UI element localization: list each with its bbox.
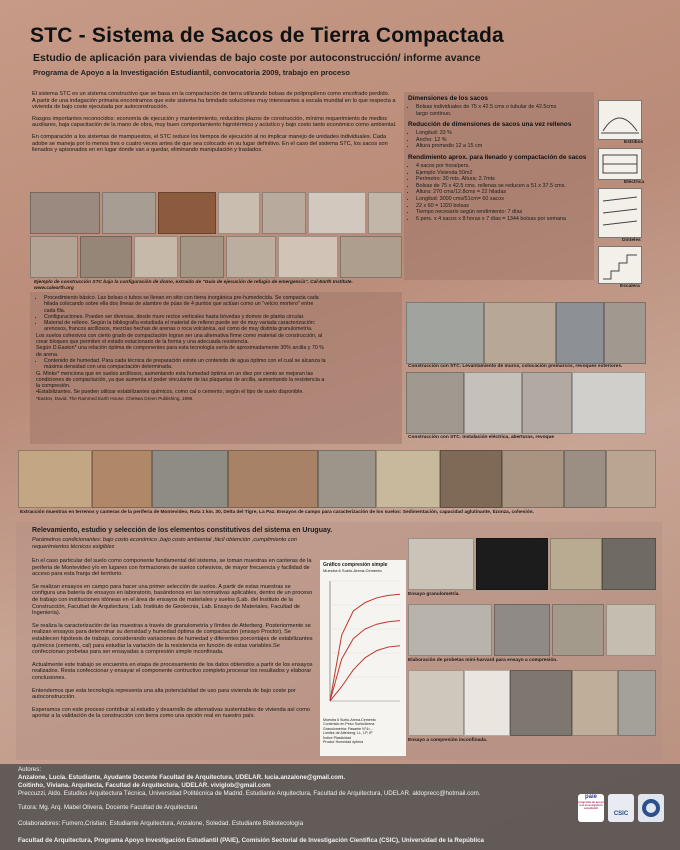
procedure-p4: •Estabilizantes. Se pueden utilizar estabilizantes químicos, como cal o cemento, según el tipo de suelo disponible. bbox=[36, 389, 304, 396]
yield-item: • 6 pers. x 4 sacos x 8 horas x 7 días = 1344 bolsas por semana bbox=[416, 216, 592, 223]
photo bbox=[278, 236, 338, 278]
relevamiento-title: Relevamiento, estudio y selección de los elementos constitutivos del sistema en Uruguay. bbox=[32, 527, 333, 534]
photo bbox=[368, 192, 402, 234]
chart-legend-line: Muestra 6 Suelo-Arena-Cemento bbox=[323, 718, 376, 722]
relevamiento-text bbox=[32, 558, 314, 720]
yield-item: • Ejemplo Vivienda 50m2 bbox=[416, 170, 592, 177]
sketch-estribos bbox=[598, 100, 642, 140]
soil-photo bbox=[152, 450, 228, 508]
construction-photo bbox=[522, 372, 572, 434]
construction-photo bbox=[464, 372, 522, 434]
procedure-p3: G. Minke* menciona que en suelos arcillosos, aumentando esta humedad óptima en un diez por ciento se mejoran las condiciones de compactación, ya que aumenta el poder vinculante de las plaquetas de arcilla, aumentando la resistencia a la compresión. bbox=[36, 370, 325, 390]
chart-legend-line: Límites de Atterberg: LL, LP, IP bbox=[323, 731, 373, 736]
lab-photo bbox=[552, 604, 604, 656]
dimension-item: largo continuo. bbox=[416, 110, 452, 117]
yield-item: • 4 sacos por hora/pers. bbox=[416, 163, 592, 170]
lab-photo bbox=[476, 538, 548, 590]
photo bbox=[102, 192, 156, 234]
photo bbox=[218, 192, 260, 234]
diagram-label-dinteles: Dinteles bbox=[622, 238, 641, 243]
paie-logo bbox=[578, 794, 604, 822]
chart-series-line-middle bbox=[330, 621, 400, 701]
soil-photo bbox=[440, 450, 502, 508]
construction-photo bbox=[406, 372, 464, 434]
lab-photo bbox=[408, 604, 492, 656]
page-title: STC - Sistema de Sacos de Tierra Compactada bbox=[30, 24, 504, 47]
soil-strip-caption: Extracción muestras en terrenos y canteras de la periferia de Montevideo, Ruta 1 km. 30, Delta del Tigre, La Paz. Ensayos de campo para caracterización de los suelos: Sedimentación, capacidad aglutinante, tizonza, cohesión. bbox=[20, 510, 534, 515]
institutions: Facultad de Arquitectura, Programa Apoyo Investigación Estudiantil (PAIE), Comisión Sectorial de Investigación Científica (CSIC), Universidad de la República bbox=[18, 837, 484, 844]
construction-photo bbox=[556, 302, 604, 364]
photo bbox=[226, 236, 276, 278]
lab-photo bbox=[464, 670, 510, 736]
chart-legend bbox=[320, 718, 406, 744]
csic-logo bbox=[608, 794, 634, 822]
soil-photo bbox=[228, 450, 318, 508]
chart-legend-line: Contenido en Peso Suelo/Arena bbox=[323, 722, 375, 727]
photo bbox=[30, 236, 78, 278]
lab-photo bbox=[602, 538, 656, 590]
procedure-item: • Configuraciones. Pueden ser diversas, desde muro rectos verticales hasta bóvedas y domos de planta circular. bbox=[44, 314, 326, 320]
dimensions-text bbox=[408, 95, 592, 222]
reduction-item: • Ancho: 12 % bbox=[416, 137, 592, 144]
relevamiento-p4: Actualmente este trabajo se encuentra en etapa de procesamiento de los datos obtenidos a partir de los ensayos realizados. Resta confeccionar y ensayar el componente contructivo completo,procesar los resultados y elaborar conclusiones. bbox=[32, 661, 313, 681]
udelar-logo bbox=[638, 794, 664, 822]
author-1: Anzalone, Lucía. Estudiante, Ayudante Docente Facultad de Arquitectura, UDELAR. lucia.anzalone@gmail.com. bbox=[18, 774, 346, 781]
reduction-title: Reducción de dimensiones de sacos una vez rellenos bbox=[408, 121, 572, 129]
photo bbox=[262, 192, 306, 234]
chart-legend-line: Índice Plasticidad bbox=[323, 735, 351, 740]
yield-item: • Altura: 270 cms/12.8cms = 22 hiladas bbox=[416, 189, 592, 196]
chart-panel bbox=[320, 560, 406, 756]
sketch-dinteles bbox=[598, 188, 642, 238]
yield-item: • Tiempo necesario según rendimiento: 7 días bbox=[416, 209, 592, 216]
caption-inconfinada: Ensayo a compresión inconfinada. bbox=[408, 738, 488, 743]
intro-p1: El sistema STC es un sistema constructivo que se basa en la compactación de tierra utilizando bolsas de polipropileno como encofrado perdido. bbox=[32, 91, 390, 97]
dimensions-title: Dimensiones de los sacos bbox=[408, 95, 488, 102]
lab-photo bbox=[550, 538, 602, 590]
author-2: Coitinho, Viviana. Arquitecta, Facultad de Arquitectura, UDELAR. viviglob@gmail.com bbox=[18, 782, 271, 789]
soil-photo bbox=[318, 450, 376, 508]
procedure-p2: Según D.Easton* una relación óptima de componentes para esta tecnología sería de aproximadamente 30% arcilla y 70 % de arena. bbox=[36, 345, 324, 358]
soil-photo bbox=[502, 450, 564, 508]
chart-subtitle: Muestra 6 Suelo-Arena-Cemento bbox=[323, 568, 382, 573]
soil-photo bbox=[606, 450, 656, 508]
udelar-emblem bbox=[638, 794, 664, 822]
sketch-drawing bbox=[599, 247, 641, 283]
construction-photo bbox=[572, 372, 646, 434]
procedure-ref: *Easton, David. The Rammed Earth House. Chelsea Green Publishing, 1996. bbox=[36, 395, 194, 401]
lab-photo bbox=[408, 538, 474, 590]
colaboradores: Colaboradores: Fumero,Cristian. Estudiante Arquitectura, Anzalone, Soledad. Estudiante Bibliotecología bbox=[18, 820, 304, 827]
program-line: Programa de Apoyo a la Investigación Estudiantil, convocatoria 2009, trabajo en proceso bbox=[33, 68, 350, 77]
chart-legend-line: Granulometría: Pasante N°4=... bbox=[323, 726, 374, 731]
intro-text bbox=[32, 91, 400, 154]
yield-title: Rendimiento aprox. para llenado y compactación de sacos bbox=[408, 153, 587, 161]
sketch-drawing bbox=[599, 189, 641, 237]
relevamiento-p6: Esperamos con este proceso contribuir al estudio y desarrollo de alternativas sustentables de vivienda así como aportar a la validación de la construcción con tierra como una opción real en nuestro país. bbox=[32, 706, 310, 720]
yield-item: • 22 x 60 = 1320 bolsas bbox=[416, 203, 592, 210]
relevamiento-p5: Entendemos que esta tecnología representa una alta potencialidad de uso para vivienda de bajo coste por autoconstrucción. bbox=[32, 687, 296, 701]
chart-legend-line: Proctor Humedad óptima bbox=[323, 740, 363, 745]
chart-series-line-lower bbox=[330, 646, 400, 701]
construction-caption-2: Construcción con STC. Instalación eléctrica, aberturas, revoque bbox=[408, 435, 555, 440]
chart-title: Gráfico compresión simple bbox=[323, 562, 388, 568]
construction-photo bbox=[604, 302, 646, 364]
yield-item: • Perímetro: 30 mts. Altura: 2.7mts bbox=[416, 176, 592, 183]
yield-item: • Bolsas de 75 x 42.5 cms. rellenas se reducen a 51 x 37.5 cms. bbox=[416, 183, 592, 190]
soil-photo bbox=[564, 450, 606, 508]
photo bbox=[80, 236, 132, 278]
author-3: Preccuzzi, Aldo. Estudios Arquitectura Técnica, Universidad Politécnica de Madrid. Estudiante Arquitectura, Facultad de Arquitectura, UDELAR. aldoprecc@hotmail.com. bbox=[18, 790, 481, 797]
photo bbox=[158, 192, 216, 234]
soil-photo bbox=[92, 450, 152, 508]
tutora: Tutora: Mg. Arq. Mabel Olivera, Docente Facultad de Arquitectura bbox=[18, 804, 198, 811]
diagram-label-electrica: Eléctrica bbox=[624, 180, 645, 185]
dimension-item: • Bolsas individuales de 75 x 42.5 cms o tubular de 42.5cms bbox=[416, 104, 592, 111]
soil-photo bbox=[18, 450, 92, 508]
relevamiento-p1: En el caso particular del suelo como componente fundamental del sistema, se toman muestras en canteras de la periferia de Montevideo y/o en lugares con formaciones de suelos cohesivos, de mayor frecuencia y facilidad de acceso para esta franja del territorio. bbox=[32, 558, 312, 578]
sketch-electrica bbox=[598, 148, 642, 180]
footer bbox=[0, 764, 680, 850]
chart-series-line-upper bbox=[330, 594, 400, 701]
construction-photo bbox=[484, 302, 556, 364]
lab-photo bbox=[494, 604, 550, 656]
caption-harvard: Elaboración de probetas mini-harvard para ensayo a compresión. bbox=[408, 658, 558, 663]
relevamiento-p3: Se realiza la caracterización de las muestras a través de granulometría y límites de Atterberg. Posteriormente se realizan ensayos para determinar su densidad y humedad óptima de compactación (ensayo Proctor). Se establecen hipótesis de trabajo, considerando variaciones de humedad y diferentes porcentajes de estabilizantes químicos (cemento, cal) para estudiar la variación de la resistencia en función de estas variables.Se confeccionan probetas para ser ensayadas a compresión simple inconfinada. bbox=[32, 622, 313, 656]
paie-logo-sub: programa de apoyo a la investigación estudiantil bbox=[578, 800, 604, 811]
intro-p4: En comparación a los sistemas de mampuestos, el STC reduce los tiempos de ejecución al no implicar manejo de unidades individuales. Cada adobe se maneja por lo menos tres o cuatro veces antes de que sea colocado en su lugar definitivo. En el caso del sistema STC, los sacos son llenados y apisonados en en lugar donde van a quedar, eliminando manipulación y traslados. bbox=[32, 133, 388, 154]
csic-logo-text: CSIC bbox=[613, 811, 629, 817]
procedure-p1: Los suelos cohesivos con cierto grado de compactación logran ser una alternativa firme como material de construcción, al crear bloques que permiten el estado estacionario de la forma y una adecuada resistencia. bbox=[36, 332, 323, 346]
diagram-label-estribos: Estribos bbox=[624, 140, 644, 145]
relevamiento-p2: Se realizan ensayos en campo para hacer una primer selección de suelos. A partir de estas muestras se configura una batería de ensayos en laboratorio, basándonos en las normativas aplicables, dentro de un proceso de trabajo con instituciones idóneas en el área de ensayos de materiales y suelos (Lab. del Instituto de la Construcción, Facultad de Arquitectura; Lab. Instituto de Geotecnia, Lab. Ensayo de Materiales, Facultad de Ingeniería). bbox=[32, 583, 313, 617]
yield-item: • Longitud: 3000 cms/51cm= 60 sacos bbox=[416, 196, 592, 203]
reduction-item: • Altura promedio 12 a 15 cm bbox=[416, 143, 592, 150]
paie-logo-text: paie bbox=[584, 794, 597, 800]
procedure-item: • Procedimiento básico. Las bolsas o tubos se llenan en sitio con tierra inorgánica pre-humedecida. Se compacta cada hilada colocando sobre ella dos líneas de alambre de púas de 4 puntos que actúan como un "velcro mortero" entre cada fila. bbox=[44, 295, 326, 314]
procedure-text bbox=[36, 295, 326, 402]
procedure-item: • Material de relleno. Según la bibliografía estudiada el material de relleno puede ser de muy variada caracterización: arenosos, francos arcillosos, mezclas hechas de arenas o roca volcánica, así como de muy distinta granulometría. bbox=[44, 320, 326, 333]
lab-photo bbox=[606, 604, 656, 656]
photo bbox=[180, 236, 224, 278]
photo bbox=[340, 236, 402, 278]
photo-grid bbox=[30, 192, 402, 280]
chart-svg bbox=[320, 573, 406, 713]
lab-photo bbox=[572, 670, 618, 736]
construction-photo bbox=[406, 302, 484, 364]
diagram-label-escalera: Escalera bbox=[620, 284, 640, 289]
soil-photo bbox=[376, 450, 440, 508]
intro-p3: Rasgos importantes reconocidos: economía de ejecución y mantenimiento, reducidos plazos de construcción, mínimo requerimiento de medios auxiliares, baja capacitación de la mano de obra, muy buen comportamiento higrotérmico y acústico y bajo costo tanto económico como ambiental. bbox=[32, 115, 397, 129]
sketch-drawing bbox=[599, 101, 641, 139]
relevamiento-params: Parámetros condicionantes: bajo costo económico ,bajo costo ambiental ,fácil obtención ,cumplimiento con requerimientos técnicos exigibles bbox=[32, 537, 297, 550]
photo bbox=[30, 192, 100, 234]
lab-photo bbox=[618, 670, 656, 736]
sketch-drawing bbox=[599, 149, 641, 179]
photo bbox=[308, 192, 366, 234]
sketch-escalera bbox=[598, 246, 642, 284]
caption-granulometria: Ensayo granulometría. bbox=[408, 592, 460, 597]
lab-photo bbox=[510, 670, 572, 736]
photo-caption-dome: Ejemplo de construcción STC bajo la configuración de domo, extraído de "Guía de ejecución de refugio de emergencia", Cal-Earth Institute. www.calearth.org bbox=[34, 280, 353, 291]
intro-p2: A partir de una indagación primaria encontramos que este sistema ha brindado soluciones muy interesantes a escala mundial en lo que respecta a vivienda de bajo coste ejecutada por autoconstrucción. bbox=[32, 97, 396, 111]
procedure-item: • Contenido de humedad. Para cada técnica de preparación existe un contenido de agua óptimo con el cual se alcanza la máxima densidad con una compactación determinada. bbox=[44, 358, 326, 371]
photo bbox=[134, 236, 178, 278]
lab-photo bbox=[408, 670, 464, 736]
authors-label: Autores: bbox=[18, 766, 42, 773]
page-subtitle: Estudio de aplicación para viviendas de bajo coste por autoconstrucción/ informe avance bbox=[33, 52, 481, 64]
reduction-item: • Longitud: 33 % bbox=[416, 130, 592, 137]
construction-caption-1: Construcción con STC. Levantamiento de muros, colocación premarcos, revoques exteriores. bbox=[408, 364, 623, 369]
